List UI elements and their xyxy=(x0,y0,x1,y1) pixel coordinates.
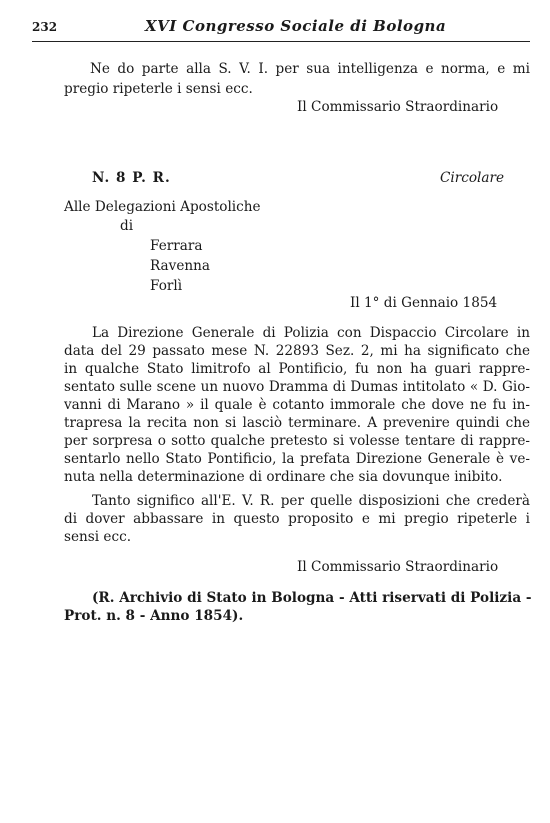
body-line-3: in qualche Stato limitrofo al Pontificio, fu non ha guari rappre- xyxy=(64,361,530,377)
body-line-4: sentato sulle scene un nuovo Dramma di Dumas intitolato « D. Gio- xyxy=(64,379,530,395)
address-city-forli: Forlì xyxy=(150,278,183,294)
source-line-2: Prot. n. 8 - Anno 1854). xyxy=(64,608,244,624)
address-line-1: Alle Delegazioni Apostoliche xyxy=(64,199,261,215)
address-city-ravenna: Ravenna xyxy=(150,258,210,274)
page-number: 232 xyxy=(32,20,58,34)
body-line-6: trapresa la recita non si lasciò terminare. A prevenire quindi che xyxy=(64,415,530,431)
source-line-1-text: (R. Archivio di Stato in Bologna - Atti riservati di Polizia - xyxy=(92,590,532,606)
letter1-line-2: pregio ripeterle i sensi ecc. xyxy=(64,81,253,97)
body-line-5: vanni di Marano » il quale è cotanto immorale che dove ne fu in- xyxy=(64,397,530,413)
letter2-reference: N. 8 P. R. xyxy=(92,170,171,186)
body-line-10: Tanto significo all'E. V. R. per quelle disposizioni che crederà xyxy=(92,493,530,509)
body-line-1: La Direzione Generale di Polizia con Dispaccio Circolare in xyxy=(92,325,530,341)
body-line-12: sensi ecc. xyxy=(64,529,132,545)
source-line-1 xyxy=(92,590,530,606)
letter2-type: Circolare xyxy=(440,170,505,186)
running-title: XVI Congresso Sociale di Bologna xyxy=(145,17,447,35)
letter2-date: Il 1° di Gennaio 1854 xyxy=(350,295,498,311)
body-line-2: data del 29 passato mese N. 22893 Sez. 2, mi ha significato che xyxy=(64,343,530,359)
body-line-8: sentarlo nello Stato Pontificio, la prefata Direzione Generale è ve- xyxy=(64,451,530,467)
letter2-signature: Il Commissario Straordinario xyxy=(297,559,499,575)
body-line-9: nuta nella determinazione di ordinare che sia dovunque inibito. xyxy=(64,469,503,485)
body-line-7: per sorpresa o sotto qualche pretesto si volesse tentare di rappre- xyxy=(64,433,530,449)
letter1-signature: Il Commissario Straordinario xyxy=(297,99,499,115)
address-city-ferrara: Ferrara xyxy=(150,238,203,254)
letter1-line-1: Ne do parte alla S. V. I. per sua intelligenza e norma, e mi xyxy=(90,61,530,77)
address-line-2: di xyxy=(120,218,134,234)
body-line-11: di dover abbassare in questo proposito e mi pregio ripeterle i xyxy=(64,511,530,527)
header-rule xyxy=(32,41,530,42)
